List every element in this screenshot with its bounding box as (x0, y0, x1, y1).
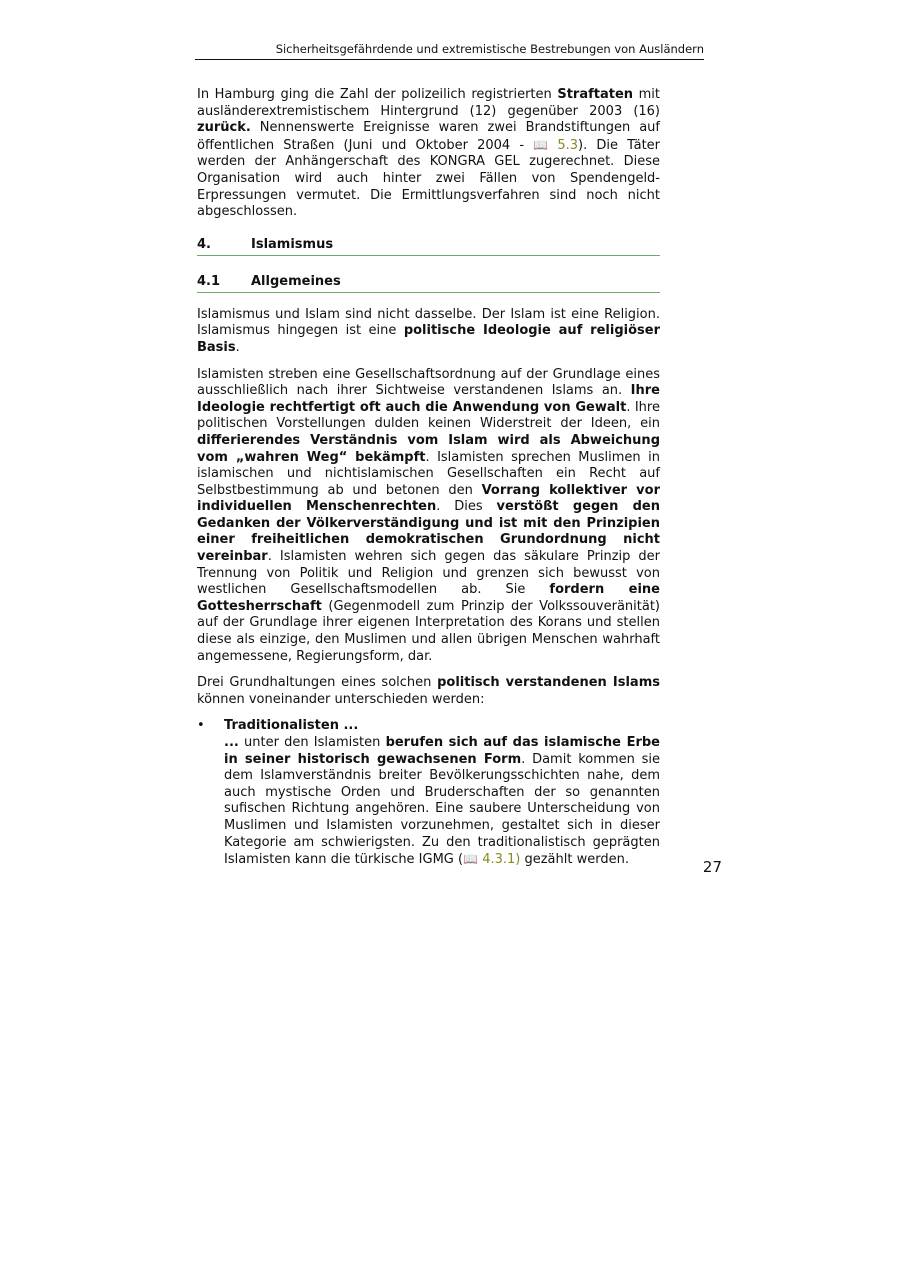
list-item-traditionalists: • Traditionalisten ... ... unter den Islamisten berufen sich auf das islamische Erbe in seiner historisch gewachsenen Form. Damit kommen sie dem Islamverständnis breiter Bevölkerungsschichten nahe, dem auch mystische Orden und Bruderschaften der so genannten sufischen Richtung angehören. Eine saubere Unterscheidung von Muslimen und Islamisten vorzunehmen, gestaltet sich in dieser Kategorie am schwierigsten. Zu den traditionalistisch geprägten Islamisten kann die türkische IGMG (📖 4.3.1) gezählt werden. (197, 718, 660, 868)
emphasis: Straftaten (557, 87, 634, 102)
emphasis: Ihre Ideologie rechtfertigt oft auch die Anwendung von Gewalt (197, 383, 660, 415)
section-number: 4. (197, 236, 211, 252)
section-title: Allgemeines (251, 273, 341, 289)
emphasis: zurück. (197, 120, 251, 136)
emphasis: differierendes Verständnis vom Islam wird als Abweichung vom „wahren Weg“ bekämpft (197, 432, 660, 465)
emphasis: berufen sich auf das islamische Erbe in seiner historisch gewachsenen Form (224, 735, 660, 767)
section-heading-4 (197, 237, 660, 256)
intro-paragraph: In Hamburg ging die Zahl der polizeilich registrierten Straftaten mit ausländerextremistischem Hintergrund (12) gegenüber 2003 (16) zurück. Nennenswerte Ereignisse waren zwei Brandstiftungen auf öffentlichen Straßen (Juni und Oktober 2004 - 📖 5.3). Die Täter werden der Anhängerschaft des KONGRA GEL zugerechnet. Diese Organisation wird auch hinter zwei Fällen von Spendengeld-Erpressungen vermutet. Die Ermittlungsverfahren sind noch nicht abgeschlossen. (197, 87, 661, 220)
cross-reference-4-3-1[interactable]: 📖 4.3.1) (463, 852, 521, 868)
running-header: Sicherheitsgefährdende und extremistische Bestrebungen von Ausländern (195, 42, 704, 60)
bullet-icon: • (197, 718, 205, 734)
page-body (197, 87, 660, 869)
book-icon: 📖 (463, 852, 479, 867)
page-number: 27 (702, 858, 722, 876)
attitudes-list (197, 718, 660, 868)
list-item-heading: Traditionalisten ... (224, 718, 359, 734)
emphasis: politische Ideologie auf religiöser Basis (197, 323, 660, 355)
emphasis: verstößt gegen den Gedanken der Völkerverständigung und ist mit den Prinzipien einer freiheitlichen demokratischen Grundordnung nicht vereinbar (197, 499, 660, 565)
emphasis: fordern eine Gottesherrschaft (197, 582, 660, 614)
paragraph-islamism-definition: Islamismus und Islam sind nicht dasselbe. Der Islam ist eine Religion. Islamismus hingegen ist eine politische Ideologie auf religiöser Basis. (197, 306, 660, 355)
section-number: 4.1 (197, 273, 221, 289)
book-icon: 📖 (533, 137, 549, 152)
emphasis: Vorrang kollektiver vor individuellen Menschenrechten (197, 482, 661, 515)
section-heading-4-1 (197, 274, 660, 293)
section-title: Islamismus (251, 236, 334, 252)
paragraph-islamist-goals: Islamisten streben eine Gesellschaftsordnung auf der Grundlage eines ausschließlich nach ihrer Sichtweise verstandenen Islams an. Ihre Ideologie rechtfertigt oft auch die Anwendung von Gewalt. Ihre politischen Vorstellungen dulden keinen Widerstreit der Ideen, ein differierendes Verständnis vom Islam wird als Abweichung vom „wahren Weg“ bekämpft. Islamisten sprechen Muslimen in islamischen und nichtislamischen Gesellschaften ein Recht auf Selbstbestimmung ab und betonen den Vorrang kollektiver vor individuellen Menschenrechten. Dies verstößt gegen den Gedanken der Völkerverständigung und ist mit den Prinzipien einer freiheitlichen demokratischen Grundordnung nicht vereinbar. Islamisten wehren sich gegen das säkulare Prinzip der Trennung von Politik und Religion und grenzen sich bewusst von westlichen Gesellschaftsmodellen ab. Sie fordern eine Gottesherrschaft (Gegenmodell zum Prinzip der Volkssouveränität) auf der Grundlage ihrer eigenen Interpretation des Korans und stellen diese als einzige, den Muslimen und allen übrigen Menschen wahrhaft angemessene, Regierungsform, dar. (197, 366, 661, 664)
paragraph-three-attitudes: Drei Grundhaltungen eines solchen politisch verstandenen Islams können voneinander unterschieden werden: (197, 675, 660, 707)
emphasis: politisch verstandenen Islams (437, 675, 660, 691)
cross-reference-5-3[interactable]: 📖 5.3 (533, 137, 579, 153)
